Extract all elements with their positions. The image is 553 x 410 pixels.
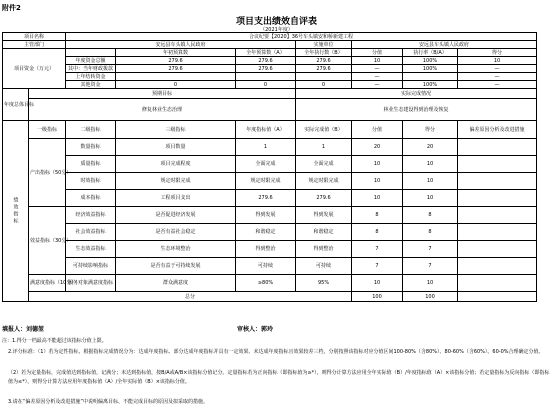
funds-init (116, 73, 236, 81)
perf-row (3, 173, 537, 190)
funds-rate (403, 73, 458, 81)
funds-rate: 100% (403, 57, 458, 65)
total-label: 总分 (29, 292, 352, 302)
perf-l3: 项目数量 (116, 139, 236, 156)
dept-label: 主管部门 (3, 41, 66, 49)
impl-value: 安远县车头镇人民政府 (352, 41, 537, 49)
funds-row (3, 65, 537, 73)
perf-actual: 95% (296, 275, 352, 292)
funds-get: — (458, 81, 537, 89)
perf-h2: 二级指标 (66, 121, 116, 139)
perf-actual: 规定时限完成 (296, 173, 352, 190)
perf-actual: 279.6 (296, 190, 352, 207)
goals-actual: 林业生态建设得到治理及恢复 (296, 99, 537, 121)
perf-l3: 群众满意度 (116, 275, 236, 292)
perf-l2: 数量指标 (66, 139, 116, 156)
dept-row (3, 41, 537, 49)
funds-exec: 279.6 (296, 65, 352, 73)
goals-header-row (3, 89, 537, 99)
perf-l3: 工程项目支出 (116, 190, 236, 207)
perf-actual: 1 (296, 139, 352, 156)
perf-target: 得到发展 (236, 207, 296, 224)
perf-row (3, 207, 537, 224)
perf-target: 全面完成 (236, 156, 296, 173)
funds-exec: 279.6 (296, 57, 352, 65)
project-name-label: 项目名称 (3, 33, 66, 41)
reviewer-block (237, 324, 273, 333)
perf-l3: 是否促进经济发展 (116, 207, 236, 224)
note-3: （2）若为定量指标，完成值达到指标值，记满分；未达到指标值，按B/A或A/B×该指标分值记分。定量指标若为正向指标（即指标值为≥*），则得分计算方法应用全年实际值（B）/年度指标值（A）×该指标分值；若定量指标为反向指标（即指标值为≤*），则得分计算方法应用年度指标值（A）/全年实际值（B）×该指标分值。 (8, 370, 550, 385)
perf-l3: 是否有益于可持续发展 (116, 258, 236, 275)
perf-row (3, 224, 537, 241)
perf-get: 8 (403, 224, 458, 241)
note-4: 3.请在“偏差原因分析及改进措施”中说明偏离目标、不能完成目标的原因及拟采取的措施。 (8, 399, 208, 405)
funds-score: — (352, 81, 403, 89)
funds-init: 279.6 (116, 65, 236, 73)
funds-header-row (3, 49, 537, 57)
project-name-row (3, 33, 537, 41)
perf-score: 10 (352, 173, 403, 190)
funds-exec (296, 73, 352, 81)
perf-group-effect: 效益指标（30分） (29, 207, 66, 275)
perf-get: 10 (403, 156, 458, 173)
project-name-value: 合议纪要【2020】36号车头镇安和桥新建工程 (66, 33, 537, 41)
perf-row (3, 190, 537, 207)
perf-reason (458, 258, 537, 275)
perf-l2: 生态效益指标 (66, 241, 116, 258)
perf-score: 10 (352, 190, 403, 207)
perf-h-target: 年度指标值（A） (236, 121, 296, 139)
funds-full: 0 (236, 81, 296, 89)
perf-get: 20 (403, 139, 458, 156)
funds-row (3, 73, 537, 81)
perf-row (3, 139, 537, 156)
total-row (3, 292, 537, 302)
evaluation-table (2, 32, 537, 302)
funds-rate: 100% (403, 81, 458, 89)
perf-label: 绩效指标 (3, 121, 29, 302)
funds-h-score: 分值 (352, 49, 403, 57)
perf-actual: 得到整治 (296, 241, 352, 258)
perf-l3: 项目完成程度 (116, 156, 236, 173)
perf-target: 规定时限完成 (236, 173, 296, 190)
funds-score: 10 (352, 57, 403, 65)
goals-label: 年度总体目标 (3, 89, 29, 121)
reviewer-label: 审核人： (237, 326, 262, 333)
note-2: 2.评分标准：（1）若为定性指标，根据指标完成情况分为：达成年度指标、部分达成年度指标并具有一定效果、未达成年度指标且效果较差三档，分别按照该指标对应分值区间100-80%（含80%）、80-60%（含60%）、60-0%合理确定分值。 (8, 349, 544, 355)
perf-l2: 质量指标 (66, 156, 116, 173)
total-score: 100 (352, 292, 403, 302)
perf-reason (458, 207, 537, 224)
perf-get: 8 (403, 207, 458, 224)
funds-h-full: 全年预算数（A） (236, 49, 296, 57)
attachment-label: 附件2 (2, 4, 21, 12)
perf-l2: 社会效益指标 (66, 224, 116, 241)
perf-h1: 一级指标 (29, 121, 66, 139)
perf-group-output: 产出指标（50分） (29, 139, 66, 207)
goals-row (3, 99, 537, 121)
perf-score: 20 (352, 139, 403, 156)
perf-target: ≥80% (236, 275, 296, 292)
funds-get: — (458, 65, 537, 73)
perf-l3: 生态环境整治 (116, 241, 236, 258)
filler-name: 刘德堃 (26, 326, 45, 333)
perf-h-reason: 偏差原因分析及改进措施 (458, 121, 537, 139)
funds-score: — (352, 65, 403, 73)
dept-value: 安远县车头镇人民政府 (66, 41, 296, 49)
perf-row (3, 258, 537, 275)
perf-group-satis: 满意度指标（10分） (29, 275, 66, 292)
funds-label: 项目资金（万元） (3, 49, 66, 89)
perf-row (3, 275, 537, 292)
signature-line (2, 324, 552, 333)
funds-row-label: 其他资金 (66, 81, 116, 89)
funds-row-label: 年度资金总额 (66, 57, 116, 65)
funds-init: 0 (116, 81, 236, 89)
perf-l2: 成本指标 (66, 190, 116, 207)
perf-actual: 得到发展 (296, 207, 352, 224)
funds-row (3, 57, 537, 65)
perf-reason (458, 139, 537, 156)
perf-reason (458, 241, 537, 258)
perf-h3: 三级指标 (116, 121, 236, 139)
perf-actual: 和谐稳定 (296, 224, 352, 241)
reviewer-name: 郭玲 (261, 326, 274, 333)
perf-target: 得到整治 (236, 241, 296, 258)
funds-exec: 0 (296, 81, 352, 89)
perf-l2: 时效指标 (66, 173, 116, 190)
perf-score: 10 (352, 275, 403, 292)
funds-h-rate: 执行率（B/A） (403, 49, 458, 57)
perf-row (3, 241, 537, 258)
perf-get: 7 (403, 241, 458, 258)
perf-l3: 规定时限完成 (116, 173, 236, 190)
funds-h-exec: 全年执行数（B） (296, 49, 352, 57)
perf-get: 7 (403, 258, 458, 275)
funds-rate: 100% (403, 65, 458, 73)
perf-reason (458, 275, 537, 292)
funds-row-label: 上年结转资金 (66, 73, 116, 81)
perf-target: 279.6 (236, 190, 296, 207)
perf-score: 7 (352, 258, 403, 275)
goals-actual-header: 实际完成情况 (296, 89, 537, 99)
perf-target: 1 (236, 139, 296, 156)
filler-label: 填报人： (2, 326, 27, 333)
perf-target: 可持续 (236, 258, 296, 275)
perf-score: 7 (352, 241, 403, 258)
perf-l3: 是否有益社会稳定 (116, 224, 236, 241)
perf-score: 8 (352, 224, 403, 241)
funds-row-label: 其中：当年财政拨款 (66, 65, 116, 73)
perf-row (3, 156, 537, 173)
perf-score: 8 (352, 207, 403, 224)
funds-full: 279.6 (236, 65, 296, 73)
funds-h-get: 得分 (458, 49, 537, 57)
perf-get: 10 (403, 190, 458, 207)
perf-actual: 可持续 (296, 258, 352, 275)
funds-init: 279.6 (116, 57, 236, 65)
perf-reason (458, 190, 537, 207)
perf-h-score: 分值 (352, 121, 403, 139)
perf-l2: 经济效益指标 (66, 207, 116, 224)
goals-expected-header: 预期目标 (29, 89, 296, 99)
impl-label: 实施单位 (296, 41, 352, 49)
perf-reason (458, 156, 537, 173)
year-label: （2021年度） (260, 27, 293, 33)
perf-get: 10 (403, 173, 458, 190)
perf-actual: 全面完成 (296, 156, 352, 173)
funds-full: 279.6 (236, 57, 296, 65)
funds-blank (66, 49, 116, 57)
perf-reason (458, 224, 537, 241)
perf-l2: 可持续影响指标 (66, 258, 116, 275)
funds-get: 10 (458, 57, 537, 65)
perf-l2: 服务对象满意度指标 (66, 275, 116, 292)
perf-h-get: 得分 (403, 121, 458, 139)
perf-header-row (3, 121, 537, 139)
page-title: 项目支出绩效自评表 (235, 17, 317, 27)
note-1: 注：1.得分一档最高不能超过该指标分值上限。 (2, 338, 107, 344)
goals-expected: 修复林业生态治理 (29, 99, 296, 121)
funds-h-init: 年初预算数 (116, 49, 236, 57)
perf-target: 和谐稳定 (236, 224, 296, 241)
perf-h-actual: 实际完成值（B） (296, 121, 352, 139)
total-reason (458, 292, 537, 302)
perf-score: 10 (352, 156, 403, 173)
perf-reason (458, 173, 537, 190)
funds-row (3, 81, 537, 89)
funds-score: — (352, 73, 403, 81)
total-get: 100 (403, 292, 458, 302)
perf-get: 10 (403, 275, 458, 292)
funds-get: — (458, 73, 537, 81)
funds-full (236, 73, 296, 81)
